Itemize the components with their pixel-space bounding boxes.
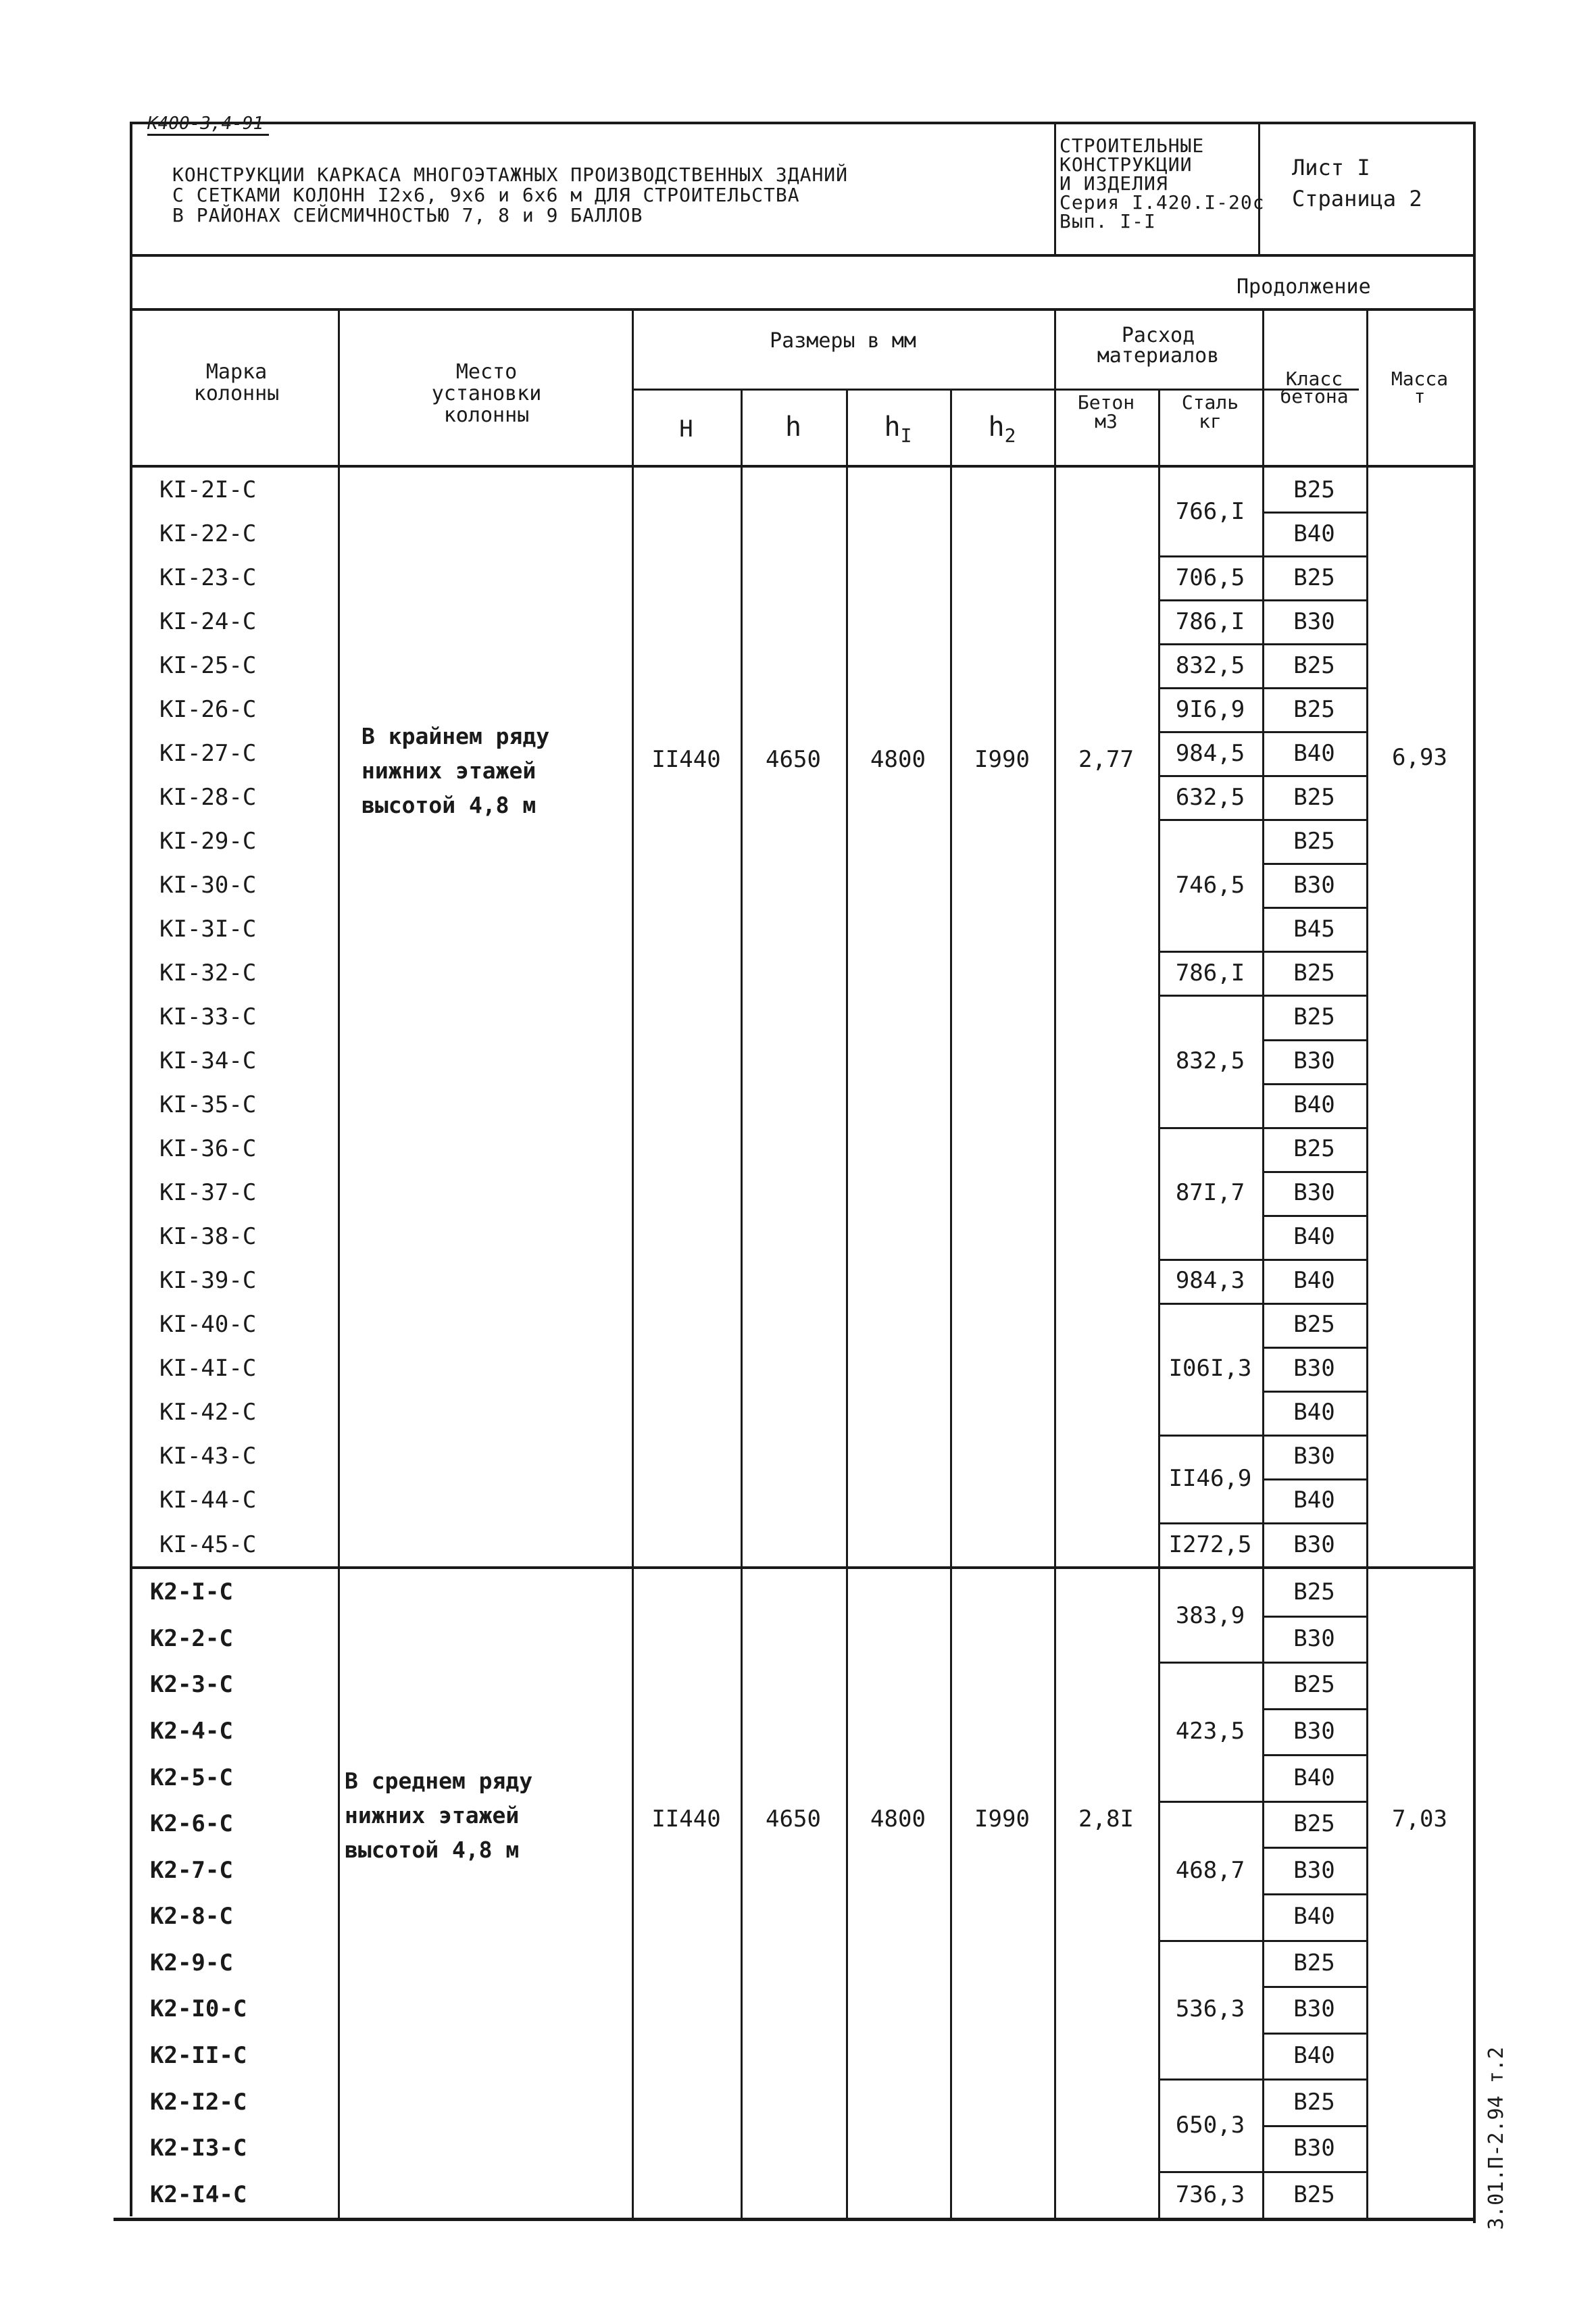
column-mark: К2-6-С — [150, 1810, 233, 1838]
series-line: И ИЗДЕЛИЯ — [1059, 172, 1168, 195]
class-row-line — [1262, 1083, 1366, 1085]
column-mark: К2-2-С — [150, 1624, 233, 1652]
header-concrete-line: Бетон — [1077, 391, 1135, 414]
header-steel-line: Сталь — [1181, 391, 1239, 414]
steel-row-line — [1158, 2078, 1262, 2081]
group1-place-line: В крайнем ряду — [361, 723, 550, 749]
col-line-mark — [338, 308, 340, 2219]
class-row-line — [1262, 907, 1366, 909]
concrete-class: В40 — [1293, 1267, 1335, 1295]
column-mark: К2-II-С — [150, 2042, 247, 2069]
column-mark: К2-4-С — [150, 1718, 233, 1745]
class-row-line — [1262, 1039, 1366, 1041]
steel-consumption: I06I,3 — [1168, 1355, 1252, 1383]
steel-row-line — [1158, 1940, 1262, 1942]
steel-consumption: II46,9 — [1168, 1464, 1252, 1492]
concrete-class: В30 — [1293, 871, 1335, 899]
concrete-class: В40 — [1293, 1903, 1335, 1931]
column-mark: КI-32-С — [159, 960, 257, 987]
col-line-h1 — [950, 389, 952, 2219]
class-row-line — [1262, 731, 1366, 733]
steel-row-line — [1158, 731, 1262, 733]
steel-row-line — [1158, 1127, 1262, 1129]
concrete-class: В40 — [1293, 1223, 1335, 1251]
series-line: СТРОИТЕЛЬНЫЕ — [1059, 134, 1205, 157]
group2-h1: 4800 — [870, 1806, 926, 1833]
header-mass-line: т — [1414, 385, 1426, 407]
column-mark: КI-38-С — [159, 1223, 257, 1251]
group-divider — [130, 1566, 1476, 1569]
title-line: КОНСТРУКЦИИ КАРКАСА МНОГОЭТАЖНЫХ ПРОИЗВОДСТВЕННЫХ ЗДАНИЙ — [172, 164, 849, 186]
steel-row-line — [1158, 555, 1262, 557]
steel-consumption: 984,5 — [1175, 739, 1245, 767]
column-mark: КI-27-С — [159, 739, 257, 767]
concrete-class: В40 — [1293, 1399, 1335, 1426]
header-place — [341, 362, 632, 426]
column-mark: КI-35-С — [159, 1091, 257, 1119]
header-steel — [1158, 393, 1262, 431]
column-mark: КI-28-С — [159, 783, 257, 811]
steel-consumption: 746,5 — [1175, 871, 1245, 899]
border-right — [1473, 122, 1476, 2223]
concrete-class: В30 — [1293, 1047, 1335, 1074]
group2-h: 4650 — [766, 1806, 821, 1833]
concrete-class: В30 — [1293, 1530, 1335, 1558]
header-mark-line: Марка — [205, 360, 268, 384]
header-mark — [135, 362, 338, 405]
header-consumption-line: материалов — [1097, 344, 1220, 368]
steel-consumption: 786,I — [1175, 607, 1245, 635]
title-line: В РАЙОНАХ СЕЙСМИЧНОСТЬЮ 7, 8 и 9 БАЛЛОВ — [172, 204, 643, 226]
class-row-line — [1262, 555, 1366, 557]
concrete-class: В25 — [1293, 2088, 1335, 2116]
group1-place-line: высотой 4,8 м — [361, 792, 537, 818]
column-mark: КI-26-С — [159, 695, 257, 723]
class-row-line — [1262, 775, 1366, 777]
steel-row-line — [1158, 819, 1262, 821]
series-line: КОНСТРУКЦИИ — [1059, 153, 1193, 176]
steel-consumption: 383,9 — [1175, 1601, 1245, 1629]
class-row-line — [1262, 1754, 1366, 1756]
class-row-line — [1262, 1127, 1366, 1129]
class-row-line — [1262, 599, 1366, 601]
class-row-line — [1262, 1303, 1366, 1305]
title-line: С СЕТКАМИ КОЛОНН I2х6, 9х6 и 6х6 м ДЛЯ СТРОИТЕЛЬСТВА — [172, 184, 800, 206]
steel-consumption: 984,3 — [1175, 1267, 1245, 1295]
column-mark: КI-25-С — [159, 651, 257, 679]
header-place-line: колонны — [443, 403, 530, 427]
concrete-class: В25 — [1293, 960, 1335, 987]
header-H: H — [679, 416, 693, 443]
steel-consumption: 832,5 — [1175, 651, 1245, 679]
column-mark: К2-I0-С — [150, 1995, 247, 2023]
steel-row-line — [1158, 1435, 1262, 1437]
column-mark: КI-3I-С — [159, 915, 257, 943]
class-row-line — [1262, 819, 1366, 821]
group2-place — [345, 1764, 532, 1867]
concrete-class: В30 — [1293, 1624, 1335, 1652]
header-mass — [1366, 370, 1473, 405]
header-h: h — [784, 412, 802, 443]
steel-consumption: 736,3 — [1175, 2181, 1245, 2208]
table-bottom — [114, 2218, 1476, 2221]
concrete-class: В30 — [1293, 607, 1335, 635]
column-mark: КI-33-С — [159, 1003, 257, 1030]
group1-concrete: 2,77 — [1078, 746, 1134, 773]
column-mark: К2-8-С — [150, 1903, 233, 1931]
concrete-class: В25 — [1293, 1671, 1335, 1699]
steel-consumption: 9I6,9 — [1175, 695, 1245, 723]
column-mark: КI-22-С — [159, 520, 257, 547]
header-h2-base: h — [988, 412, 1005, 443]
series-line: Серия I.420.I-20с — [1059, 191, 1265, 214]
group1-h1: 4800 — [870, 746, 926, 773]
concrete-class: В40 — [1293, 520, 1335, 547]
concrete-class: В25 — [1293, 1810, 1335, 1838]
steel-consumption: 536,3 — [1175, 1995, 1245, 2023]
header-concrete-line: м3 — [1095, 410, 1118, 432]
concrete-class: В25 — [1293, 827, 1335, 855]
class-row-line — [1262, 863, 1366, 865]
column-mark: КI-29-С — [159, 827, 257, 855]
steel-row-line — [1158, 1801, 1262, 1803]
class-row-line — [1262, 1478, 1366, 1480]
concrete-class: В30 — [1293, 2135, 1335, 2162]
column-mark: К2-3-С — [150, 1671, 233, 1699]
steel-row-line — [1158, 643, 1262, 645]
group1-h: 4650 — [766, 746, 821, 773]
steel-consumption: 786,I — [1175, 960, 1245, 987]
column-mark: КI-23-С — [159, 564, 257, 591]
header-h1-base: h — [884, 412, 901, 443]
column-mark: КI-30-С — [159, 871, 257, 899]
concrete-class: В25 — [1293, 695, 1335, 723]
concrete-class: В25 — [1293, 651, 1335, 679]
concrete-class: В30 — [1293, 1179, 1335, 1207]
group2-H: II440 — [651, 1806, 721, 1833]
col-line-h — [846, 389, 848, 2219]
concrete-class: В45 — [1293, 915, 1335, 943]
class-row-line — [1262, 512, 1366, 514]
steel-row-line — [1158, 2171, 1262, 2173]
class-row-line — [1262, 1522, 1366, 1524]
concrete-class: В25 — [1293, 476, 1335, 503]
header-divider-1 — [1054, 122, 1056, 254]
doc-code-underline — [147, 134, 269, 136]
class-row-line — [1262, 643, 1366, 645]
col-line-h2 — [1054, 308, 1056, 2219]
concrete-class: В40 — [1293, 1487, 1335, 1514]
column-mark: КI-45-С — [159, 1530, 257, 1558]
concrete-class: В25 — [1293, 564, 1335, 591]
header-class — [1262, 370, 1366, 405]
group2-place-line: В среднем ряду — [345, 1768, 533, 1794]
class-row-line — [1262, 951, 1366, 953]
concrete-class: В25 — [1293, 1311, 1335, 1339]
header-class-line: Класс — [1285, 368, 1343, 390]
concrete-class: В30 — [1293, 1718, 1335, 1745]
class-row-line — [1262, 1616, 1366, 1618]
header-place-line: Место — [455, 360, 518, 384]
table-header-bottom — [130, 465, 1476, 468]
concrete-class: В25 — [1293, 1003, 1335, 1030]
concrete-class: В25 — [1293, 2181, 1335, 2208]
side-code: 3.01.П-2.94 т.2 — [1485, 2047, 1508, 2230]
header-steel-line: кг — [1199, 410, 1222, 432]
class-row-line — [1262, 1986, 1366, 1988]
steel-consumption: 468,7 — [1175, 1856, 1245, 1884]
header-h1-sub: I — [900, 424, 912, 447]
border-left — [130, 122, 132, 2216]
col-line-class — [1366, 308, 1368, 2219]
header-sizes: Размеры в мм — [770, 329, 916, 353]
header-h1 — [846, 414, 950, 445]
class-row-line — [1262, 1940, 1366, 1942]
steel-consumption: 832,5 — [1175, 1047, 1245, 1074]
column-mark: К2-5-С — [150, 1764, 233, 1791]
col-line-place — [632, 308, 634, 2219]
steel-row-line — [1158, 687, 1262, 689]
steel-consumption: 706,5 — [1175, 564, 1245, 591]
column-mark: КI-43-С — [159, 1443, 257, 1470]
steel-row-line — [1158, 995, 1262, 997]
steel-consumption: 650,3 — [1175, 2111, 1245, 2139]
steel-consumption: 632,5 — [1175, 783, 1245, 811]
class-row-line — [1262, 2125, 1366, 2127]
concrete-class: В40 — [1293, 739, 1335, 767]
column-mark: КI-42-С — [159, 1399, 257, 1426]
header-consumption — [1054, 326, 1262, 366]
steel-row-line — [1158, 775, 1262, 777]
concrete-class: В40 — [1293, 2042, 1335, 2069]
group1-H: II440 — [651, 746, 721, 773]
page-number: Страница 2 — [1292, 186, 1422, 211]
class-row-line — [1262, 1171, 1366, 1173]
column-mark: К2-I3-С — [150, 2135, 247, 2162]
concrete-class: В30 — [1293, 1355, 1335, 1383]
col-line-steel — [1262, 308, 1264, 2219]
table-top — [130, 308, 1476, 311]
column-mark: КI-44-С — [159, 1487, 257, 1514]
concrete-class: В25 — [1293, 1578, 1335, 1606]
header-divider-2 — [1258, 122, 1260, 254]
header-bottom — [130, 254, 1476, 257]
steel-row-line — [1158, 1662, 1262, 1664]
group1-place — [361, 719, 549, 822]
concrete-class: В25 — [1293, 783, 1335, 811]
header-h2 — [950, 414, 1054, 445]
class-row-line — [1262, 687, 1366, 689]
steel-row-line — [1158, 951, 1262, 953]
class-row-line — [1262, 1347, 1366, 1349]
group1-place-line: нижних этажей — [361, 757, 537, 784]
concrete-class: В40 — [1293, 1091, 1335, 1119]
header-place-line: установки — [431, 382, 542, 405]
header-class-line: бетона — [1280, 385, 1349, 407]
column-mark: К2-I2-С — [150, 2088, 247, 2116]
steel-consumption: 766,I — [1175, 498, 1245, 525]
concrete-class: В30 — [1293, 1995, 1335, 2023]
header-mark-line: колонны — [193, 382, 280, 405]
column-mark: КI-37-С — [159, 1179, 257, 1207]
continuation-label: Продолжение — [1237, 275, 1371, 299]
group1-h2: I990 — [974, 746, 1030, 773]
steel-row-line — [1158, 1303, 1262, 1305]
class-row-line — [1262, 1215, 1366, 1217]
group2-h2: I990 — [974, 1806, 1030, 1833]
class-row-line — [1262, 1391, 1366, 1393]
header-h2-sub: 2 — [1004, 424, 1016, 447]
column-mark: К2-7-С — [150, 1856, 233, 1884]
col-line-H — [741, 389, 743, 2219]
sheet-number: Лист I — [1292, 155, 1370, 180]
column-mark: К2-9-С — [150, 1949, 233, 1976]
steel-row-line — [1158, 599, 1262, 601]
class-row-line — [1262, 995, 1366, 997]
series-line: Вып. I-I — [1059, 210, 1156, 232]
class-row-line — [1262, 1259, 1366, 1261]
group1-mass: 6,93 — [1392, 744, 1447, 771]
steel-consumption: 423,5 — [1175, 1718, 1245, 1745]
class-row-line — [1262, 2171, 1366, 2173]
class-row-line — [1262, 2033, 1366, 2035]
concrete-class: В30 — [1293, 1443, 1335, 1470]
class-row-line — [1262, 1708, 1366, 1710]
group2-place-line: нижних этажей — [345, 1802, 520, 1828]
group2-mass: 7,03 — [1392, 1806, 1447, 1833]
border-top — [130, 122, 1476, 124]
concrete-class: В25 — [1293, 1949, 1335, 1976]
steel-consumption: 87I,7 — [1175, 1179, 1245, 1207]
header-mass-line: Масса — [1391, 368, 1449, 390]
column-mark: КI-24-С — [159, 607, 257, 635]
steel-row-line — [1158, 1522, 1262, 1524]
column-mark: КI-40-С — [159, 1311, 257, 1339]
concrete-class: В25 — [1293, 1135, 1335, 1163]
steel-consumption: I272,5 — [1168, 1530, 1252, 1558]
header-concrete — [1054, 393, 1158, 431]
column-mark: К2-I-С — [150, 1578, 233, 1606]
group2-concrete: 2,8I — [1078, 1806, 1134, 1833]
column-mark: К2-I4-С — [150, 2181, 247, 2208]
class-row-line — [1262, 1662, 1366, 1664]
column-mark: КI-39-С — [159, 1267, 257, 1295]
column-mark: КI-36-С — [159, 1135, 257, 1163]
header-consumption-line: Расход — [1121, 324, 1195, 347]
column-mark: КI-2I-С — [159, 476, 257, 503]
class-row-line — [1262, 1847, 1366, 1849]
class-row-line — [1262, 1435, 1366, 1437]
column-mark: КI-34-С — [159, 1047, 257, 1074]
column-mark: КI-4I-С — [159, 1355, 257, 1383]
steel-row-line — [1158, 1259, 1262, 1261]
group2-place-line: высотой 4,8 м — [345, 1837, 520, 1863]
concrete-class: В30 — [1293, 1856, 1335, 1884]
concrete-class: В40 — [1293, 1764, 1335, 1791]
class-row-line — [1262, 1801, 1366, 1803]
class-row-line — [1262, 1893, 1366, 1895]
class-row-line — [1262, 2078, 1366, 2081]
